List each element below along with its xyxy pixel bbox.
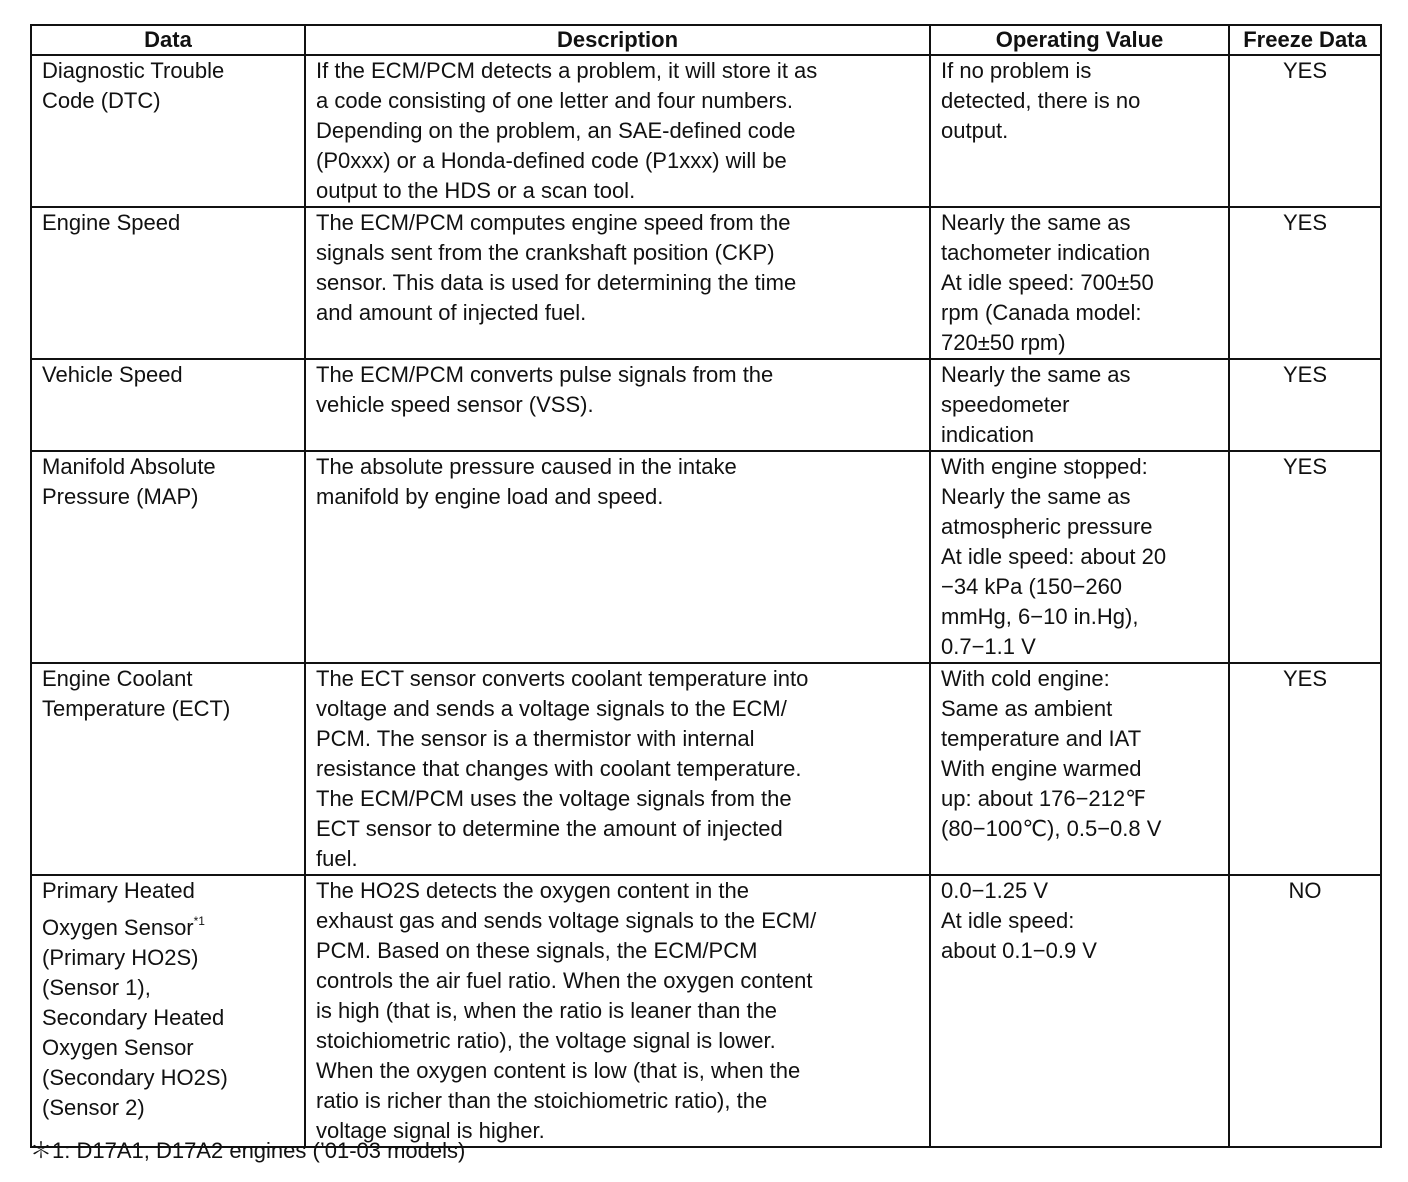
cell-data-line2-text: Oxygen Sensor (42, 915, 194, 940)
cell-description: The HO2S detects the oxygen content in the exhaust gas and sends voltage signals to the ECM/ PCM. Based on these signals, the ECM/PCM controls the air fuel ratio. When the oxygen content is high (that is, when the ratio is leaner than the stoichiometric ratio), the voltage signal is lower. When the oxygen content is low (that is, when the ratio is richer than the stoichiometric ratio), the voltage signal is higher. (305, 875, 930, 1147)
cell-data-rest: (Primary HO2S) (Sensor 1), Secondary Heated Oxygen Sensor (Secondary HO2S) (Sensor 2) (42, 945, 228, 1120)
cell-operating-value: With cold engine: Same as ambient temperature and IAT With engine warmed up: about 176−212℉ (80−100℃), 0.5−0.8 V (930, 663, 1229, 875)
table-row-dtc (31, 55, 1381, 207)
cell-operating-value: With engine stopped: Nearly the same as atmospheric pressure At idle speed: about 20 −34 kPa (150−260 mmHg, 6−10 in.Hg), 0.7−1.1 V (930, 451, 1229, 663)
cell-freeze-data: YES (1229, 207, 1381, 359)
cell-data-line1: Primary Heated (42, 878, 195, 903)
table-row-vehicle-speed (31, 359, 1381, 451)
data-list-sheet (30, 24, 1380, 1148)
cell-data: Vehicle Speed (31, 359, 305, 451)
cell-operating-value: Nearly the same as speedometer indication (930, 359, 1229, 451)
cell-description: The ECM/PCM computes engine speed from the signals sent from the crankshaft position (CKP) sensor. This data is used for determining the time and amount of injected fuel. (305, 207, 930, 359)
header-data: Data (31, 25, 305, 55)
data-table (30, 24, 1382, 1148)
header-operating-value: Operating Value (930, 25, 1229, 55)
footnote: ＊1: D17A1, D17A2 engines (’01-03 models) (30, 1138, 466, 1163)
header-description: Description (305, 25, 930, 55)
cell-data-line2 (42, 906, 294, 943)
cell-freeze-data: YES (1229, 359, 1381, 451)
cell-data: Engine Speed (31, 207, 305, 359)
footnote-mark: *1 (193, 914, 205, 928)
cell-freeze-data: YES (1229, 55, 1381, 207)
cell-freeze-data: NO (1229, 875, 1381, 1147)
cell-description: The ECT sensor converts coolant temperature into voltage and sends a voltage signals to the ECM/ PCM. The sensor is a thermistor with internal resistance that changes with coolant temperature. The ECM/PCM uses the voltage signals from the ECT sensor to determine the amount of injected fuel. (305, 663, 930, 875)
cell-freeze-data: YES (1229, 451, 1381, 663)
cell-description: The ECM/PCM converts pulse signals from the vehicle speed sensor (VSS). (305, 359, 930, 451)
header-freeze-data: Freeze Data (1229, 25, 1381, 55)
table-header-row (31, 25, 1381, 55)
cell-operating-value: If no problem is detected, there is no output. (930, 55, 1229, 207)
table-row-map (31, 451, 1381, 663)
cell-description: The absolute pressure caused in the intake manifold by engine load and speed. (305, 451, 930, 663)
cell-description: If the ECM/PCM detects a problem, it will store it as a code consisting of one letter and four numbers. Depending on the problem, an SAE-defined code (P0xxx) or a Honda-defined code (P1xxx) will be output to the HDS or a scan tool. (305, 55, 930, 207)
table-row-engine-speed (31, 207, 1381, 359)
table-row-ect (31, 663, 1381, 875)
cell-operating-value: 0.0−1.25 V At idle speed: about 0.1−0.9 V (930, 875, 1229, 1147)
cell-data: Diagnostic Trouble Code (DTC) (31, 55, 305, 207)
cell-data (31, 875, 305, 1147)
table-row-ho2s (31, 875, 1381, 1147)
cell-operating-value: Nearly the same as tachometer indication At idle speed: 700±50 rpm (Canada model: 720±50 rpm) (930, 207, 1229, 359)
cell-data: Manifold Absolute Pressure (MAP) (31, 451, 305, 663)
cell-freeze-data: YES (1229, 663, 1381, 875)
cell-data: Engine Coolant Temperature (ECT) (31, 663, 305, 875)
